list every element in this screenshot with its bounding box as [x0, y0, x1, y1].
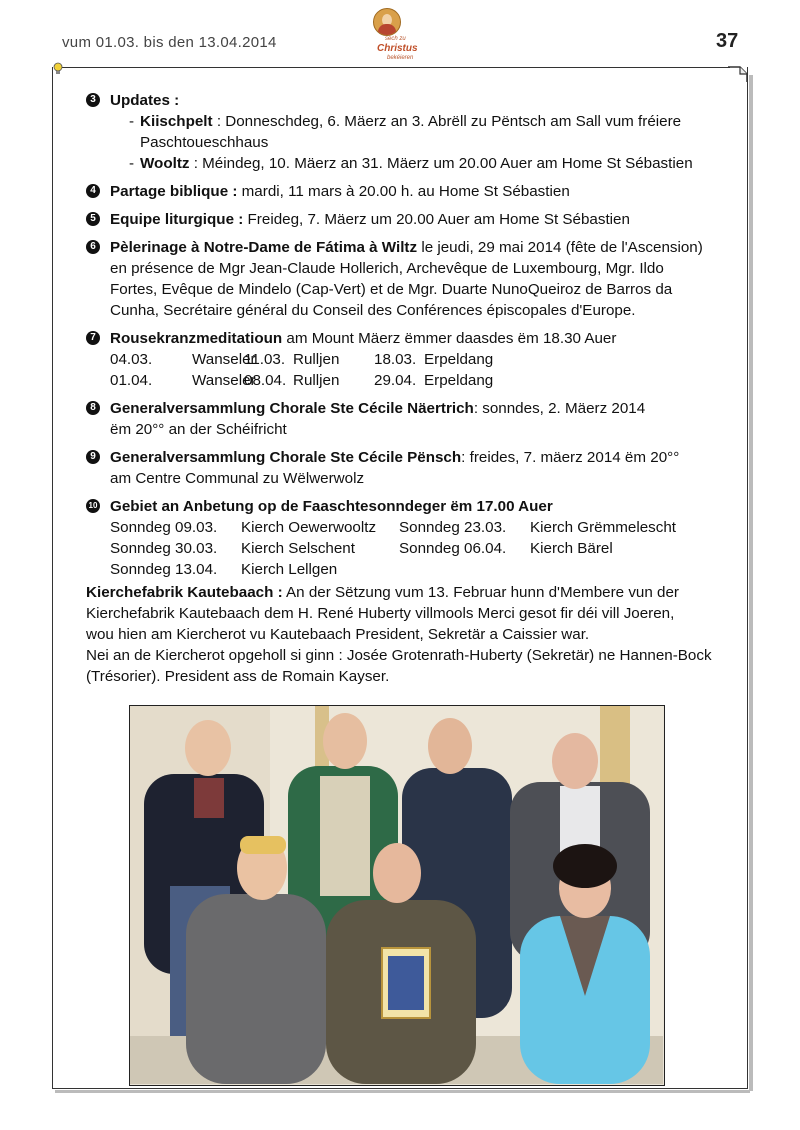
schedule-place: Kierch Bärel [530, 540, 613, 557]
sub-item-wooltz: - Wooltz : Méindeg, 10. Mäerz an 31. Mäerz um 20.00 Auer am Home St Sébastien [128, 155, 693, 172]
schedule-place: Kierch Grëmmelescht [530, 519, 677, 536]
schedule-date [399, 559, 530, 580]
schedule-date: Sonndeg 13.04. [110, 561, 218, 578]
paragraph-line: Kierchefabrik Kautebaach dem H. René Huberty villmools Merci gesot fir déi vill Joeren, [86, 605, 675, 622]
paragraph-line: (Trésorier). President ass de Romain Kayser. [86, 668, 390, 685]
item-number: 9 [86, 450, 100, 464]
item-gebiet-anbetung [86, 496, 726, 580]
item-title: Updates : [110, 92, 180, 109]
sub-item-place: Wooltz [140, 155, 190, 172]
paragraph-line: Nei an de Kiercherot opgeholl si ginn : Josée Grotenrath-Huberty (Sekretär) ne Hannen-Bock [86, 647, 712, 664]
item-partage-biblique [86, 181, 726, 202]
schedule-date: 01.04. [110, 372, 153, 389]
sub-item-place: Kiischpelt [140, 113, 213, 130]
item-line: Cunha, Secrétaire général du Conseil des Conférences épiscopales d'Europe. [110, 302, 636, 319]
kierchefabrik-title: Kierchefabrik Kautebaach : [86, 584, 283, 601]
item-text: : freides, 7. mäerz 2014 ëm 20°° [461, 449, 680, 466]
item-number: 6 [86, 240, 100, 254]
item-number: 8 [86, 401, 100, 415]
paragraph-line: An der Sëtzung vum 13. Februar hunn d'Membere vun der [282, 584, 679, 601]
item-line: Fortes, Evêque de Mindelo (Cap-Vert) et de Mgr. Duarte NunoQueiroz de Barros da [110, 281, 673, 298]
schedule-date: Sonndeg 23.03. [399, 519, 507, 536]
schedule-date: Sonndeg 09.03. [110, 519, 218, 536]
item-number: 5 [86, 212, 100, 226]
sub-item-text2: Paschtoueschhaus [140, 134, 269, 151]
group-photo [129, 705, 665, 1086]
schedule-date: 18.03. [374, 351, 417, 368]
rosary-schedule [110, 349, 726, 391]
schedule-date: 04.03. [110, 351, 153, 368]
item-title: Gebiet an Anbetung op de Faaschtesonndeger ëm 17.00 Auer [110, 498, 553, 515]
page-fold-icon [728, 66, 748, 82]
logo-line1: sech zu [385, 36, 406, 42]
item-title: Pèlerinage à Notre-Dame de Fátima à Wiltz [110, 239, 418, 256]
frame-top-border [60, 67, 730, 68]
item-title: Partage biblique : [110, 183, 238, 200]
christ-icon [373, 8, 401, 36]
item-title: Rousekranzmeditatioun [110, 330, 283, 347]
item-line: en présence de Mgr Jean-Claude Hollerich, Archevêque de Luxembourg, Mgr. Ildo [110, 260, 664, 277]
item-equipe-liturgique [86, 209, 726, 230]
item-text: : sonndes, 2. Mäerz 2014 [473, 400, 646, 417]
item-number: 3 [86, 93, 100, 107]
schedule-date: 08.04. [244, 372, 287, 389]
sub-item-text: : Donneschdeg, 6. Mäerz an 3. Abrëll zu Pëntsch am Sall vum fréiere [212, 113, 682, 130]
schedule-place: Wanseler [192, 372, 256, 389]
main-content [86, 90, 726, 687]
frame-shadow-right [749, 75, 753, 1091]
item-chorale-pensch [86, 447, 726, 489]
schedule-date: 29.04. [374, 372, 417, 389]
group-photo-illustration [130, 706, 663, 1084]
parish-logo [363, 6, 423, 66]
item-title: Equipe liturgique : [110, 211, 244, 228]
schedule-place: Erpeldang [424, 351, 494, 368]
schedule-date: Sonndeg 30.03. [110, 540, 218, 557]
kierchefabrik-paragraph [86, 582, 726, 687]
schedule-place: Kierch Selschent [241, 540, 355, 557]
schedule-place: Rulljen [293, 351, 340, 368]
schedule-date: 11.03. [244, 351, 286, 368]
schedule-place: Kierch Oewerwooltz [241, 519, 377, 536]
item-updates [86, 90, 726, 174]
item-number: 10 [86, 499, 100, 513]
item-text2: ëm 20°° an der Schéifricht [110, 421, 287, 438]
schedule-place [530, 559, 710, 580]
schedule-date: Sonndeg 06.04. [399, 540, 507, 557]
page-number: 37 [716, 30, 739, 52]
item-text2: am Centre Communal zu Wëlwerwolz [110, 470, 365, 487]
item-line: le jeudi, 29 mai 2014 (fête de l'Ascension) [417, 239, 703, 256]
frame-shadow-bottom [55, 1090, 750, 1093]
item-pelerinage [86, 237, 726, 321]
item-text: mardi, 11 mars à 20.00 h. au Home St Sébastien [237, 183, 570, 200]
item-title: Generalversammlung Chorale Ste Cécile Pënsch [110, 449, 462, 466]
lightbulb-icon [52, 62, 64, 76]
item-number: 4 [86, 184, 100, 198]
paragraph-line: wou hien am Kiercherot vu Kautebaach President, Sekretär a Caissier war. [86, 626, 590, 643]
logo-line2: Christus [377, 43, 418, 54]
item-text: am Mount Mäerz ëmmer daasdes ëm 18.30 Auer [282, 330, 617, 347]
sub-item-kiischpelt: - Kiischpelt : Donneschdeg, 6. Mäerz an 3. Abrëll zu Pëntsch am Sall vum fréiere Paschtoueschhaus [128, 113, 682, 151]
header-date-range: vum 01.03. bis den 13.04.2014 [62, 34, 277, 51]
item-text: Freideg, 7. Mäerz um 20.00 Auer am Home St Sébastien [243, 211, 630, 228]
item-number: 7 [86, 331, 100, 345]
item-chorale-naertrich [86, 398, 726, 440]
adoration-schedule [110, 517, 726, 580]
item-rousekranz [86, 328, 726, 391]
schedule-place: Erpeldang [424, 372, 494, 389]
sub-item-text: : Méindeg, 10. Mäerz an 31. Mäerz um 20.00 Auer am Home St Sébastien [189, 155, 693, 172]
schedule-place: Wanseler [192, 351, 256, 368]
schedule-place: Kierch Lellgen [241, 561, 338, 578]
schedule-place: Rulljen [293, 372, 340, 389]
item-title: Generalversammlung Chorale Ste Cécile Näertrich [110, 400, 474, 417]
logo-line3: bekéieren [387, 55, 414, 61]
